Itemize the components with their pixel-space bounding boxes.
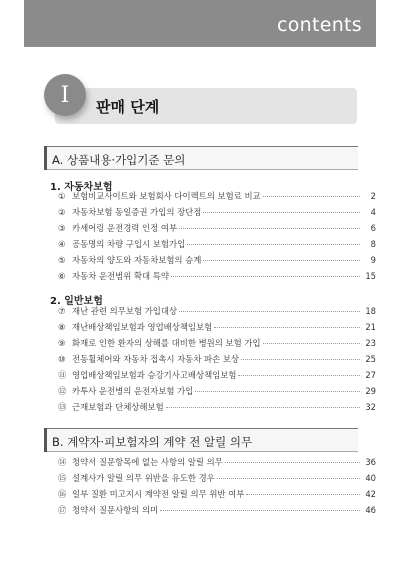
- item-page: 21: [365, 322, 376, 332]
- item-page: 4: [370, 207, 376, 217]
- item-number: ⑰: [58, 505, 67, 515]
- item-text: 일부 질환 미고지시 계약전 알릴 의무 위반 여부: [72, 489, 245, 499]
- item-page: 2: [370, 191, 376, 201]
- item-number: ⑮: [58, 473, 67, 483]
- leader-dots: [187, 244, 360, 245]
- group-title-general: 2. 일반보험: [50, 296, 103, 307]
- item-text: 카셰어링 운전경력 인정 여부: [72, 223, 178, 233]
- item-number: ⑥: [58, 271, 66, 281]
- toc-item[interactable]: [58, 337, 376, 353]
- item-page: 36: [365, 457, 376, 467]
- toc-item[interactable]: [58, 456, 376, 472]
- toc-item[interactable]: [58, 369, 376, 385]
- item-number: ②: [58, 207, 66, 217]
- item-page: 23: [365, 338, 376, 348]
- item-text: 청약서 질문항목에 없는 사항의 알릴 의무: [72, 457, 223, 467]
- item-number: ⑧: [58, 322, 66, 332]
- item-number: ⑪: [58, 370, 67, 380]
- item-page: 32: [365, 402, 376, 412]
- leader-dots: [195, 391, 360, 392]
- toc-list-general: [58, 305, 376, 417]
- leader-dots: [241, 359, 360, 360]
- leader-dots: [225, 462, 360, 463]
- toc-item[interactable]: [58, 270, 376, 286]
- chapter-title: 판매 단계: [96, 98, 160, 116]
- toc-item[interactable]: [58, 488, 376, 504]
- item-page: 6: [370, 223, 376, 233]
- section-label: A. 상품내용·가입기준 문의: [52, 153, 186, 167]
- toc-item[interactable]: [58, 321, 376, 337]
- item-page: 40: [365, 473, 376, 483]
- toc-item[interactable]: [58, 254, 376, 270]
- chapter-numeral-badge: I: [44, 74, 86, 116]
- toc-list-auto: [58, 190, 376, 286]
- section-header-b: [44, 428, 358, 452]
- toc-item[interactable]: [58, 472, 376, 488]
- toc-item[interactable]: [58, 222, 376, 238]
- item-text: 자동차의 양도와 자동차보험의 승계: [72, 255, 202, 265]
- leader-dots: [263, 343, 360, 344]
- leader-dots: [246, 494, 360, 495]
- item-number: ⑯: [58, 489, 67, 499]
- toc-item[interactable]: [58, 206, 376, 222]
- toc-item[interactable]: [58, 190, 376, 206]
- leader-dots: [166, 407, 360, 408]
- item-number: ⑭: [58, 457, 67, 467]
- item-text: 공동명의 차량 구입시 보험가입: [72, 239, 186, 249]
- page-title: contents: [276, 14, 362, 36]
- leader-dots: [179, 311, 360, 312]
- header-band: [24, 0, 376, 47]
- item-page: 18: [365, 306, 376, 316]
- item-page: 42: [365, 489, 376, 499]
- item-text: 설계사가 알릴 의무 위반을 유도한 경우: [72, 473, 215, 483]
- leader-dots: [179, 228, 360, 229]
- item-number: ⑦: [58, 306, 66, 316]
- leader-dots: [203, 260, 360, 261]
- item-page: 46: [365, 505, 376, 515]
- toc-item[interactable]: [58, 385, 376, 401]
- leader-dots: [263, 196, 360, 197]
- item-text: 보험비교사이트와 보험회사 다이렉트의 보험료 비교: [72, 191, 261, 201]
- item-page: 29: [365, 386, 376, 396]
- toc-item[interactable]: [58, 504, 376, 520]
- item-text: 청약서 질문사항의 의미: [72, 505, 159, 515]
- item-number: ⑬: [58, 402, 67, 412]
- item-text: 자동차보험 동일증권 가입의 장단점: [72, 207, 202, 217]
- item-number: ⑨: [58, 338, 66, 348]
- item-number: ⑤: [58, 255, 66, 265]
- item-number: ⑫: [58, 386, 67, 396]
- item-number: ④: [58, 239, 66, 249]
- group-title-auto: 1. 자동차보험: [50, 182, 113, 193]
- item-number: ⑩: [58, 354, 66, 364]
- item-text: 카투사 운전병의 운전자보험 가입: [72, 386, 194, 396]
- leader-dots: [160, 510, 360, 511]
- toc-list-disclosure: [58, 456, 376, 520]
- item-page: 25: [365, 354, 376, 364]
- leader-dots: [171, 276, 360, 277]
- item-page: 15: [365, 271, 376, 281]
- section-header-a: [44, 146, 358, 170]
- leader-dots: [238, 375, 360, 376]
- item-page: 27: [365, 370, 376, 380]
- toc-item[interactable]: [58, 353, 376, 369]
- item-text: 재난배상책임보험과 영업배상책임보험: [72, 322, 213, 332]
- toc-item[interactable]: [58, 305, 376, 321]
- section-label: B. 계약자·피보험자의 계약 전 알릴 의무: [52, 435, 253, 449]
- item-text: 화재로 인한 환자의 상해를 대비한 병원의 보험 가입: [72, 338, 261, 348]
- toc-item[interactable]: [58, 238, 376, 254]
- item-number: ①: [58, 191, 66, 201]
- item-text: 자동차 운전범위 확대 특약: [72, 271, 169, 281]
- leader-dots: [203, 212, 360, 213]
- item-page: 8: [370, 239, 376, 249]
- item-text: 근재보험과 단체상해보험: [72, 402, 164, 412]
- item-text: 영업배상책임보험과 승강기사고배상책임보험: [72, 370, 237, 380]
- item-number: ③: [58, 223, 66, 233]
- toc-item[interactable]: [58, 401, 376, 417]
- leader-dots: [214, 327, 360, 328]
- item-text: 재난 관련 의무보험 가입대상: [72, 306, 178, 316]
- leader-dots: [217, 478, 360, 479]
- item-page: 9: [370, 255, 376, 265]
- item-text: 전동휠체어와 자동차 접촉시 자동차 파손 보상: [72, 354, 240, 364]
